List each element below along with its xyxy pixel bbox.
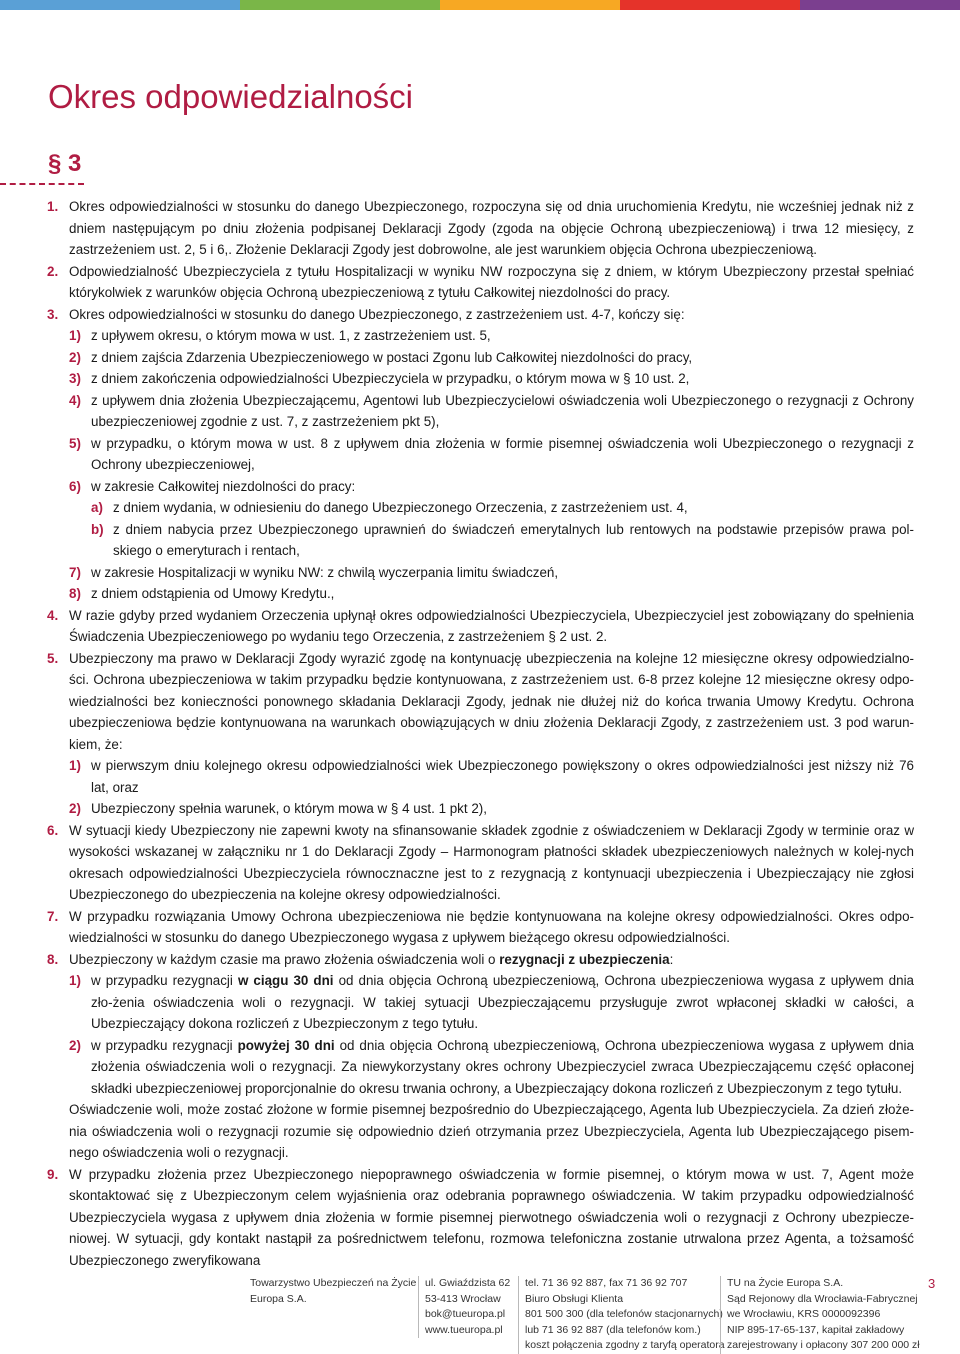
- item-number: 6.: [47, 822, 59, 838]
- sub-item: [0, 433, 960, 476]
- sub-sub-item-letter: a): [91, 500, 103, 515]
- sub-item: [0, 1035, 960, 1100]
- item-number: 9.: [47, 1166, 59, 1182]
- sub-item: [0, 562, 960, 584]
- sub-item-text: w pierwszym dniu kolejnego okresu odpowiedzialności wiek Ubezpieczonego powiększony o okres odpowiedzialności jest niższy niż 76 lat, oraz: [91, 758, 914, 795]
- top-bar-segment-purple: [800, 0, 960, 10]
- sub-item: [0, 368, 960, 390]
- list-item: [0, 1164, 960, 1272]
- list-item: [0, 261, 960, 304]
- footer-line: Towarzystwo Ubezpieczeń na Życie: [250, 1277, 417, 1289]
- item-text-bold: rezygnacji z ubezpieczenia: [499, 951, 670, 967]
- sub-item: [0, 347, 960, 369]
- sub-item: [0, 798, 960, 820]
- item-number: 5.: [47, 650, 59, 666]
- sub-sub-item-text: z dniem nabycia przez Ubezpieczonego uprawnień do świadczeń emerytalnych lub rentowych na podstawie przepisów prawa pol-skiego o emeryturach i rentach,: [113, 521, 914, 558]
- page-number: 3: [928, 1276, 936, 1291]
- sub-item-bold: w ciągu 30 dni: [237, 973, 334, 988]
- page-title: Okres odpowiedzialności: [48, 78, 414, 115]
- sub-item-text: z dniem odstąpienia od Umowy Kredytu.,: [91, 586, 335, 601]
- sub-item-text: w zakresie Całkowitej niezdolności do pracy:: [91, 478, 356, 494]
- item-text: Okres odpowiedzialności w stosunku do danego Ubezpieczonego, z zastrzeżeniem ust. 4-7, kończy się:: [69, 306, 685, 322]
- item-text: W razie gdyby przed wydaniem Orzeczenia upłynął okres odpowiedzialności Ubezpieczyciela, Ubezpieczyciel jest zobowiązany do spełnienia Świadczenia Ubezpieczeniowego po wydaniu tego Orzeczenia, z zastrzeżeniem § 2 ust. 2.: [69, 607, 914, 644]
- sub-item-number: 1): [69, 328, 81, 343]
- footer-line: koszt połączenia zgodny z taryfą operatora: [525, 1339, 725, 1351]
- item-text: Ubezpieczony w każdym czasie ma prawo złożenia oświadczenia woli o: [69, 951, 500, 967]
- sub-item-number: 8): [69, 586, 81, 601]
- footer-line: ul. Gwiaździsta 62: [425, 1277, 511, 1289]
- footer-line: tel. 71 36 92 887, fax 71 36 92 707: [525, 1277, 688, 1289]
- section-divider: [0, 183, 84, 185]
- item-text: Ubezpieczony ma prawo w Deklaracji Zgody wyrazić zgodę na kontynuację ubezpieczenia na kolejne 12 miesięczne okresy odpowiedzialno-ści. Ochrona ubezpieczeniowa w takim przypadku będzie kontynuowana, z zastrzeżeniem ust. 6-8 przez kolejne 12 miesięczne okresy odpo-wiedzialności bez konieczności ponownego składania Deklaracji Zgody, jednak nie dłużej niż do końca trwania Umowy Kredytu. Ochrona ubezpieczeniowa będzie kontynuowana na warunkach obowiązujących w dniu złożenia Deklaracji Zgody, z zastrzeżeniem ust. 3 pod warun-kiem, że:: [69, 650, 914, 752]
- list-item: [0, 648, 960, 756]
- footer-line: Biuro Obsługi Klienta: [525, 1292, 624, 1305]
- sub-item-text: w zakresie Hospitalizacji w wyniku NW: z chwilą wyczerpania limitu świadczeń,: [91, 564, 559, 580]
- list-item: [0, 304, 960, 326]
- sub-item-number: 6): [69, 478, 81, 494]
- sub-item: [0, 476, 960, 498]
- footer-registration: [720, 1276, 920, 1354]
- footer-line: 53-413 Wrocław: [425, 1292, 501, 1305]
- top-bar-segment-green: [240, 0, 440, 10]
- sub-item-number: 1): [69, 973, 81, 988]
- document-body: [0, 196, 960, 1271]
- sub-item-text-tail: od dnia objęcia Ochroną ubezpieczeniową, Ochrona ubezpieczeniowa wygasa z upływem dnia złożenia oświadczenia woli o rezygnacji. Za niewykorzystany okres ochrony Ubezpieczyciel zwraca Ubezpieczającemu część opłaconej składki ubezpieczeniowej proporcjonalnie do okresu trwania ochrony, a Ubezpieczający dokona rozliczeń z Ubezpieczonym z tego tytułu.: [91, 1037, 914, 1096]
- section-heading: § 3: [48, 150, 82, 177]
- sub-item-number: 2): [69, 801, 81, 816]
- sub-item: [0, 970, 960, 1035]
- item-text-tail: :: [669, 951, 674, 967]
- footer-contact: [518, 1276, 725, 1354]
- footer-address: [418, 1276, 510, 1338]
- footer-email-link[interactable]: bok@tueuropa.pl: [425, 1308, 506, 1320]
- footer-company: [250, 1276, 416, 1307]
- sub-item: [0, 325, 960, 347]
- item-number: 3.: [47, 306, 59, 322]
- sub-item-text: z upływem dnia złożenia Ubezpieczającemu, Agentowi lub Ubezpieczycielowi oświadczenia woli Ubezpieczonego o rezygnacji z Ochrony ubezpieczeniowej zgodnie z ust. 7, z zastrzeżeniem pkt 5),: [91, 392, 914, 429]
- sub-item-bold: powyżej 30 dni: [237, 1037, 335, 1053]
- sub-item-text: w przypadku rezygnacji: [91, 973, 238, 988]
- footer-website-link[interactable]: www.tueuropa.pl: [425, 1323, 503, 1336]
- item-text: W przypadku złożenia przez Ubezpieczonego niepoprawnego oświadczenia w formie pisemnej, o którym mowa w ust. 7, Agent może skontaktować się z Ubezpieczonym celem wyjaśnienia oraz odebrania poprawnego oświadczenia. W takim przypadku odpowiedzialność Ubezpieczyciela wygasa z upływem dnia złożenia w formie pisemnej pierwotnego oświadczenia woli o rezygnacji z Ochrony ubezpiecze-niowej. W sytuacji, gdy kontakt nastąpił za pośrednictwem telefonu, rozmowa telefoniczna zostanie utrwalona przez Agenta, a tożsamość Ubezpieczonego zweryfikowana: [69, 1166, 914, 1268]
- sub-item-number: 4): [69, 392, 81, 408]
- footer-line: Europa S.A.: [250, 1292, 307, 1305]
- sub-sub-item: [0, 519, 960, 562]
- sub-item: [0, 755, 960, 798]
- footer-line: we Wrocławiu, KRS 0000092396: [727, 1308, 881, 1320]
- sub-sub-item: [0, 497, 960, 519]
- item-text: Okres odpowiedzialności w stosunku do danego Ubezpieczonego, rozpoczyna się od dnia uruchomienia Kredytu, nie wcześniej jednak niż z dniem następującym po dniu złożenia podpisanej Deklaracji Zgody (zgoda na objęcie Ochroną ubezpieczeniową) i trwa 12 miesięcy, z zastrzeżeniem ust. 2, 5 i 6,. Złożenie Deklaracji Zgody jest dobrowolne, ale jest warunkiem objęcia Ochrona ubezpieczeniową.: [69, 199, 914, 257]
- sub-item-number: 7): [69, 564, 81, 580]
- sub-item-text: z upływem okresu, o którym mowa w ust. 1, z zastrzeżeniem ust. 5,: [91, 328, 491, 343]
- item-number: 8.: [47, 951, 59, 967]
- item-number: 2.: [47, 263, 59, 279]
- list-item: [0, 605, 960, 648]
- item-text: W sytuacji kiedy Ubezpieczony nie zapewni kwoty na sfinansowanie składek zgodnie z oświadczeniem w Deklaracji Zgody w terminie oraz w wysokości wskazanej w załączniku nr 1 do Deklaracji Zgody – Harmonogram płatności składek ubezpieczeniowych należnych w kolej-nych okresach odpowiedzialności Ubezpieczyciela równocznaczne jest to z rezygnacją z kontynuacji ubezpieczenia i Ubezpieczający nie zgłosi Ubezpieczonego do ubezpieczenia na kolejne okresy odpowiedzialności.: [69, 822, 914, 902]
- footer-line: TU na Życie Europa S.A.: [727, 1277, 844, 1289]
- sub-sub-item-text: z dniem wydania, w odniesieniu do danego Ubezpieczonego Orzeczenia, z zastrzeżeniem ust. 4,: [113, 500, 688, 515]
- footer-line: lub 71 36 92 887 (dla telefonów kom.): [525, 1323, 701, 1336]
- sub-item-text: z dniem zakończenia odpowiedzialności Ubezpieczyciela w przypadku, o którym mowa w § 10 ust. 2,: [91, 371, 690, 386]
- item-text: Odpowiedzialność Ubezpieczyciela z tytułu Hospitalizacji w wyniku NW rozpoczyna się z dniem, w którym Ubezpieczony przestał spełniać którykolwiek z warunków objęcia Ochroną ubezpieczeniową z tytułu Całkowitej niezdolności do pracy.: [69, 263, 914, 300]
- item-number: 7.: [47, 908, 59, 924]
- footer-line: NIP 895-17-65-137, kapitał zakładowy: [727, 1323, 905, 1336]
- sub-item-text: w przypadku rezygnacji: [91, 1037, 238, 1053]
- list-item: [0, 906, 960, 949]
- top-bar-segment-orange: [440, 0, 620, 10]
- sub-sub-item-letter: b): [91, 521, 104, 537]
- footer-line: 801 500 300 (dla telefonów stacjonarnych): [525, 1308, 723, 1320]
- paragraph: Oświadczenie woli, może zostać złożone w formie pisemnej bezpośrednio do Ubezpieczającego, Agenta lub Ubezpieczyciela. Za dzień złoże-nia oświadczenia woli o rezygnacji rozumie się odpowiednio dzień otrzymania przez Ubezpieczyciela, Agenta lub Ubezpieczającego pisem-nego oświadczenia woli o rezygnacji.: [69, 1102, 914, 1160]
- sub-item-number: 2): [69, 349, 81, 365]
- sub-item-number: 1): [69, 758, 81, 773]
- sub-item-number: 5): [69, 435, 81, 451]
- sub-item-text: Ubezpieczony spełnia warunek, o którym mowa w § 4 ust. 1 pkt 2),: [91, 801, 487, 816]
- sub-item: [0, 583, 960, 605]
- sub-item-text: z dniem zajścia Zdarzenia Ubezpieczeniowego w postaci Zgonu lub Całkowitej niezdolności do pracy,: [91, 349, 693, 365]
- list-item: [0, 949, 960, 971]
- sub-item-number: 2): [69, 1037, 81, 1053]
- item-number: 1.: [47, 199, 59, 214]
- sub-item-number: 3): [69, 371, 81, 386]
- list-item: [0, 196, 960, 261]
- top-color-bar: [0, 0, 960, 10]
- top-bar-segment-blue: [0, 0, 240, 10]
- item-text: W przypadku rozwiązania Umowy Ochrona ubezpieczeniowa nie będzie kontynuowana na kolejne okresy odpowiedzialności. Okres odpo-wiedzialności w stosunku do danego Ubezpieczonego wygasa z upływem bieżącego okresu odpowiedzialności.: [69, 908, 914, 945]
- sub-item-text: w przypadku, o którym mowa w ust. 8 z upływem dnia złożenia w formie pisemnej oświadczenia woli Ubezpieczonego o rezygnacji z Ochrony ubezpieczeniowej,: [91, 435, 914, 472]
- top-bar-segment-red: [620, 0, 800, 10]
- footer-line: zarejestrowany i opłacony 307 200 000 zł: [727, 1339, 920, 1351]
- footer-line: Sąd Rejonowy dla Wrocławia-Fabrycznej: [727, 1292, 918, 1305]
- list-item: [0, 820, 960, 906]
- sub-item: [0, 390, 960, 433]
- item-number: 4.: [47, 607, 59, 623]
- sub-item-text-tail: od dnia objęcia Ochroną ubezpieczeniową, Ochrona ubezpieczeniowa wygasa z upływem dnia zło-żenia oświadczenia woli o rezygnacji. W takiej sytuacji Ubezpieczającemu przysługuje zwrot wpłaconej składki w całości, a Ubezpieczający dokona rozliczeń z Ubezpieczonym z tego tytułu.: [91, 973, 914, 1031]
